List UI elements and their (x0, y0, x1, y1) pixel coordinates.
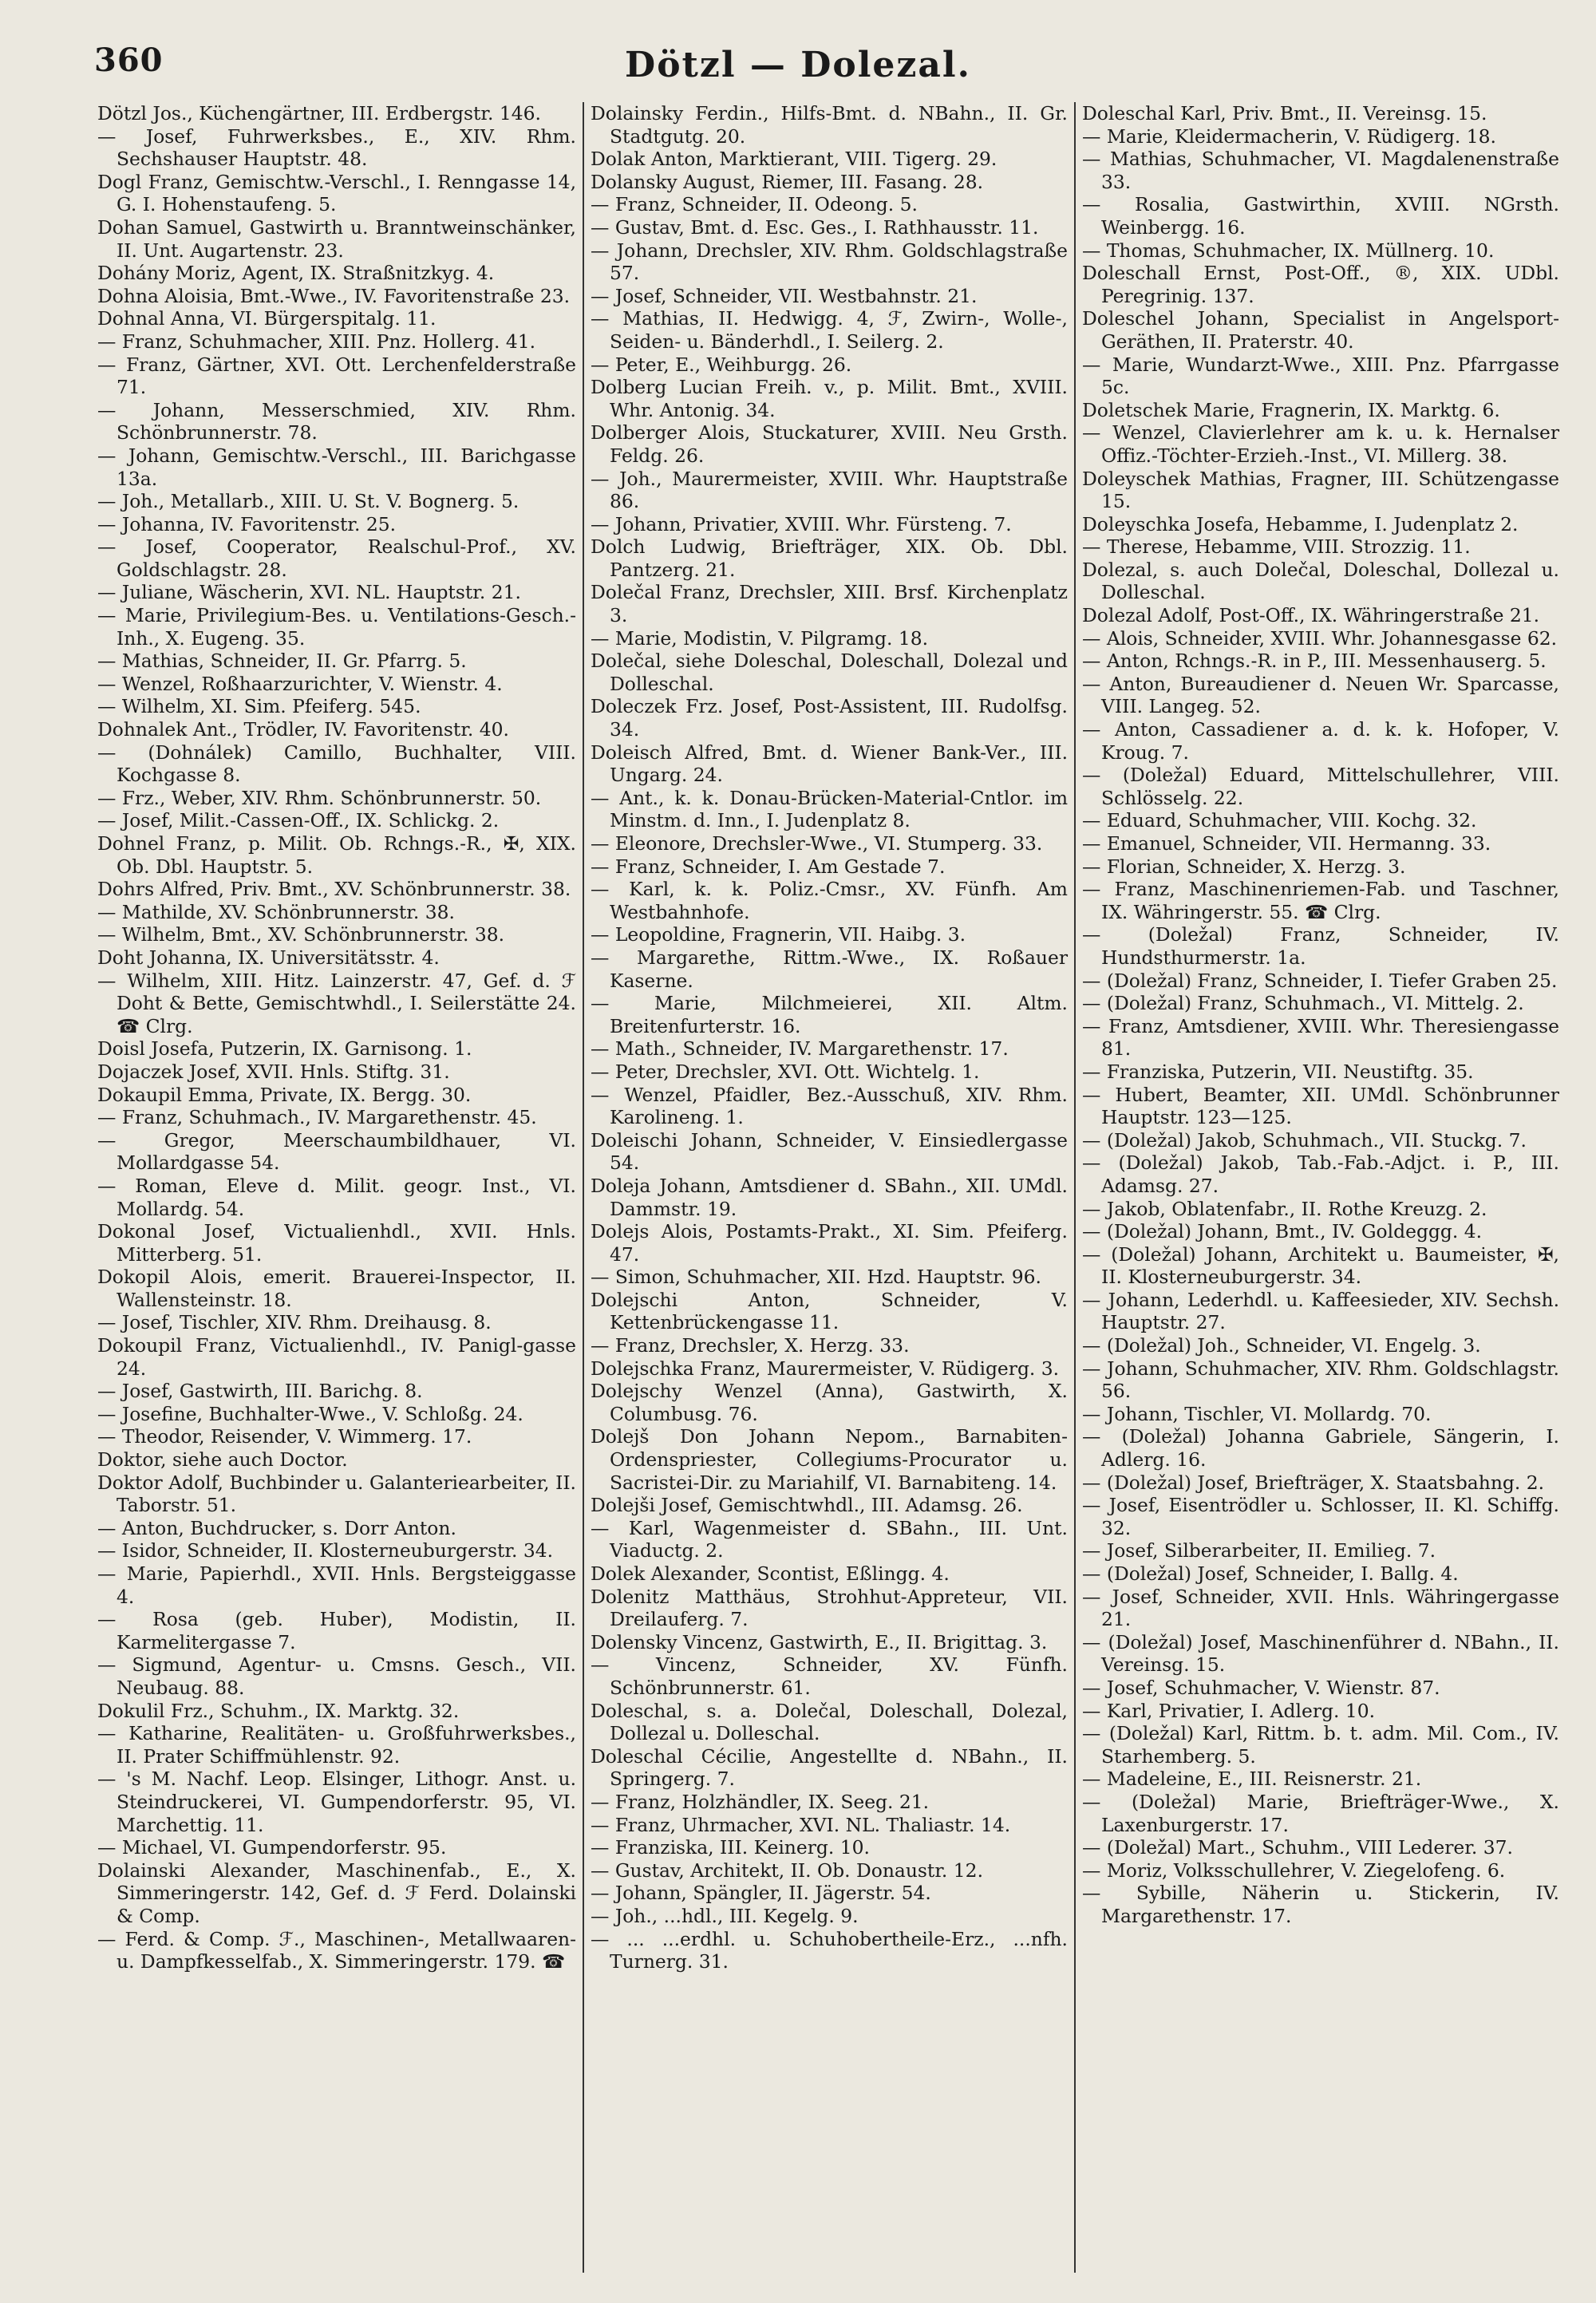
page-number: 360 (94, 41, 164, 79)
directory-entry: Doktor Adolf, Buchbinder u. Galanteriearbeiter, II. Taborstr. 51. (97, 1471, 576, 1517)
directory-entry: — Hubert, Beamter, XII. UMdl. Schönbrunner Hauptstr. 123—125. (1082, 1083, 1559, 1129)
directory-entry: — Katharine, Realitäten- u. Großfuhrwerksbes., II. Prater Schiffmühlenstr. 92. (97, 1722, 576, 1768)
directory-entry: — Isidor, Schneider, II. Klosterneuburgerstr. 34. (97, 1539, 554, 1562)
directory-entry: Dohrs Alfred, Priv. Bmt., XV. Schönbrunnerstr. 38. (97, 878, 571, 901)
directory-entry: Doleyschka Josefa, Hebamme, I. Judenplatz 2. (1082, 512, 1519, 535)
directory-entry: Dolezal, s. auch Dolečal, Doleschal, Dollezal u. Dolleschal. (1082, 558, 1559, 604)
directory-entry: — Franz, Amtsdiener, XVIII. Whr. Theresiengasse 81. (1082, 1014, 1559, 1061)
directory-entry: Dolejš Don Johann Nepom., Barnabiten-Ordenspriester, Collegiums-Procurator u. Sacristei-Dir. zu Mariahilf, VI. Barnabiteng. 14. (591, 1425, 1068, 1494)
directory-entry: Doht Johanna, IX. Universitätsstr. 4. (97, 946, 440, 969)
directory-entry: — (Doležal) Josef, Briefträger, X. Staatsbahng. 2. (1082, 1471, 1545, 1494)
directory-entry: Dokopil Alois, emerit. Brauerei-Inspector, II. Wallensteinstr. 18. (97, 1266, 576, 1311)
directory-column-3 (1074, 102, 1566, 2273)
directory-entry: — Johann, Spängler, II. Jägerstr. 54. (591, 1882, 931, 1905)
directory-entry: Dolainsky Ferdin., Hilfs-Bmt. d. NBahn., II. Gr. Stadtgutg. 20. (591, 102, 1068, 148)
directory-entry: — Marie, Privilegium-Bes. u. Ventilations-Gesch.-Inh., X. Eugeng. 35. (97, 604, 576, 650)
directory-entry: — Wilhelm, XI. Sim. Pfeiferg. 545. (97, 695, 421, 718)
directory-entry: — 's M. Nachf. Leop. Elsinger, Lithogr. Anst. u. Steindruckerei, VI. Gumpendorferstr. 95, VI. Marchettig. 11. (97, 1768, 576, 1836)
directory-entry: — Florian, Schneider, X. Herzg. 3. (1082, 855, 1406, 878)
directory-entry: Dolejs Alois, Postamts-Prakt., XI. Sim. Pfeiferg. 47. (591, 1220, 1068, 1266)
directory-entry: Dolansky August, Riemer, III. Fasang. 28. (591, 170, 984, 193)
directory-entry: — (Doležal) Johann, Bmt., IV. Goldeggg. 4. (1082, 1220, 1483, 1243)
directory-columns (91, 102, 1566, 2273)
directory-entry: — (Doležal) Franz, Schneider, IV. Hundsthurmerstr. 1a. (1082, 923, 1559, 969)
directory-entry: Doleja Johann, Amtsdiener d. SBahn., XII. UMdl. Dammstr. 19. (591, 1174, 1068, 1220)
directory-entry: Dolberger Alois, Stuckaturer, XVIII. Neu Grsth. Feldg. 26. (591, 421, 1068, 467)
directory-entry: — Sybille, Näherin u. Stickerin, IV. Margarethenstr. 17. (1082, 1882, 1559, 1927)
directory-entry: Doleisch Alfred, Bmt. d. Wiener Bank-Ver., III. Ungarg. 24. (591, 741, 1068, 787)
directory-entry: — Mathias, Schuhmacher, VI. Magdalenenstraße 33. (1082, 148, 1559, 193)
directory-entry: Dolainski Alexander, Maschinenfab., E., X. Simmeringerstr. 142, Gef. d. ℱ Ferd. Dolainski & Comp. (97, 1859, 576, 1927)
directory-entry: — Franz, Drechsler, X. Herzg. 33. (591, 1334, 910, 1357)
directory-entry: — Theodor, Reisender, V. Wimmerg. 17. (97, 1425, 472, 1448)
directory-entry: Doletschek Marie, Fragnerin, IX. Marktg. 6. (1082, 398, 1500, 421)
directory-entry: — Karl, k. k. Poliz.-Cmsr., XV. Fünfh. Am Westbahnhofe. (591, 878, 1068, 923)
directory-entry: — (Doležal) Eduard, Mittelschullehrer, VIII. Schlösselg. 22. (1082, 764, 1559, 809)
directory-entry: — Wilhelm, Bmt., XV. Schönbrunnerstr. 38. (97, 923, 505, 946)
directory-entry: Doleschal Karl, Priv. Bmt., II. Vereinsg. 15. (1082, 102, 1487, 124)
directory-entry: — Franz, Uhrmacher, XVI. NL. Thaliastr. 14. (591, 1813, 1011, 1836)
directory-entry: Dolek Alexander, Scontist, Eßlingg. 4. (591, 1562, 950, 1585)
directory-entry: — Eduard, Schuhmacher, VIII. Kochg. 32. (1082, 809, 1477, 832)
directory-entry: — Therese, Hebamme, VIII. Strozzig. 11. (1082, 535, 1471, 559)
directory-entry: — Franziska, III. Keinerg. 10. (591, 1836, 870, 1859)
directory-entry: Dolensky Vincenz, Gastwirth, E., II. Brigittag. 3. (591, 1630, 1048, 1653)
directory-entry: — Vincenz, Schneider, XV. Fünfh. Schönbrunnerstr. 61. (591, 1653, 1068, 1699)
directory-entry: — Marie, Papierhdl., XVII. Hnls. Bergsteiggasse 4. (97, 1562, 576, 1608)
directory-entry: Dokoupil Franz, Victualienhdl., IV. Panigl-gasse 24. (97, 1334, 576, 1380)
directory-entry: — Wenzel, Pfaidler, Bez.-Ausschuß, XIV. Rhm. Karolineng. 1. (591, 1083, 1068, 1129)
directory-entry: — Franz, Holzhändler, IX. Seeg. 21. (591, 1790, 930, 1813)
directory-entry: — Joh., Maurermeister, XVIII. Whr. Hauptstraße 86. (591, 467, 1068, 513)
directory-entry: Dogl Franz, Gemischtw.-Verschl., I. Renngasse 14, G. I. Hohenstaufeng. 5. (97, 170, 576, 216)
directory-entry: — Michael, VI. Gumpendorferstr. 95. (97, 1836, 447, 1859)
directory-entry: — Mathilde, XV. Schönbrunnerstr. 38. (97, 900, 455, 923)
directory-entry: — Josef, Silberarbeiter, II. Emilieg. 7. (1082, 1539, 1436, 1562)
directory-entry: — Juliane, Wäscherin, XVI. NL. Hauptstr. 21. (97, 581, 521, 604)
directory-entry: Dolejschy Wenzel (Anna), Gastwirth, X. Columbusg. 76. (591, 1380, 1068, 1425)
directory-entry: — Wilhelm, XIII. Hitz. Lainzerstr. 47, Gef. d. ℱ Doht & Bette, Gemischtwhdl., I. Seilerstätte 24. ☎ Clrg. (97, 969, 576, 1037)
directory-entry: — Margarethe, Rittm.-Wwe., IX. Roßauer Kaserne. (591, 946, 1068, 992)
directory-entry: — Marie, Kleidermacherin, V. Rüdigerg. 18. (1082, 124, 1496, 148)
directory-entry: — ... ...erdhl. u. Schuhobertheile-Erz., ...nfh. Turnerg. 31. (591, 1927, 1068, 1973)
directory-entry: — Josef, Tischler, XIV. Rhm. Dreihausg. 8. (97, 1311, 492, 1334)
directory-entry: — Anton, Cassadiener a. d. k. k. Hofoper, V. Kroug. 7. (1082, 718, 1559, 764)
directory-entry: — Karl, Wagenmeister d. SBahn., III. Unt. Viaductg. 2. (591, 1516, 1068, 1562)
directory-entry: — (Doležal) Mart., Schuhm., VIII Lederer. 37. (1082, 1836, 1513, 1859)
directory-entry: — Frz., Weber, XIV. Rhm. Schönbrunnerstr. 50. (97, 786, 542, 809)
directory-entry: — Madeleine, E., III. Reisnerstr. 21. (1082, 1768, 1422, 1791)
directory-entry: — Wenzel, Clavierlehrer am k. u. k. Hernalser Offiz.-Töchter-Erzieh.-Inst., VI. Millerg. 38. (1082, 421, 1559, 467)
directory-entry: Dolejschka Franz, Maurermeister, V. Rüdigerg. 3. (591, 1357, 1060, 1380)
directory-entry: — Roman, Eleve d. Milit. geogr. Inst., VI. Mollardg. 54. (97, 1174, 576, 1220)
directory-entry: — Johann, Drechsler, XIV. Rhm. Goldschlagstraße 57. (591, 239, 1068, 285)
directory-entry: — Johann, Lederhdl. u. Kaffeesieder, XIV. Sechsh. Hauptstr. 27. (1082, 1288, 1559, 1334)
directory-entry: — Gustav, Bmt. d. Esc. Ges., I. Rathhausstr. 11. (591, 215, 1039, 239)
directory-entry: — (Doležal) Johann, Architekt u. Baumeister, ✠, II. Klosterneuburgerstr. 34. (1082, 1242, 1559, 1289)
directory-entry: Doleschel Johann, Specialist in Angelsport-Geräthen, II. Praterstr. 40. (1082, 307, 1559, 353)
directory-entry: — Franz, Schuhmach., IV. Margarethenstr. 45. (97, 1106, 537, 1129)
directory-entry: — Mathias, Schneider, II. Gr. Pfarrg. 5. (97, 650, 467, 673)
directory-entry: Dojaczek Josef, XVII. Hnls. Stiftg. 31. (97, 1060, 450, 1083)
directory-entry: — Josef, Gastwirth, III. Barichg. 8. (97, 1380, 423, 1403)
directory-entry: Dohan Samuel, Gastwirth u. Branntweinschänker, II. Unt. Augartenstr. 23. (97, 215, 576, 262)
directory-entry: — Peter, Drechsler, XVI. Ott. Wichtelg. 1. (591, 1060, 980, 1083)
directory-entry: — (Doležal) Marie, Briefträger-Wwe., X. Laxenburgerstr. 17. (1082, 1790, 1559, 1836)
directory-entry: — Eleonore, Drechsler-Wwe., VI. Stumperg. 33. (591, 832, 1043, 855)
directory-entry: — Franz, Maschinenriemen-Fab. und Taschner, IX. Währingerstr. 55. ☎ Clrg. (1082, 878, 1559, 923)
directory-entry: — Anton, Buchdrucker, s. Dorr Anton. (97, 1516, 456, 1539)
directory-entry: Dokaupil Emma, Private, IX. Bergg. 30. (97, 1083, 472, 1106)
directory-entry: Dolenitz Matthäus, Strohhut-Appreteur, VII. Dreilauferg. 7. (591, 1585, 1068, 1631)
directory-entry: — Jakob, Oblatenfabr., II. Rothe Kreuzg. 2. (1082, 1197, 1487, 1220)
directory-entry: Dötzl Jos., Küchengärtner, III. Erdbergstr. 146. (97, 102, 541, 124)
directory-entry: — Johann, Tischler, VI. Mollardg. 70. (1082, 1402, 1432, 1425)
directory-entry: — Marie, Wundarzt-Wwe., XIII. Pnz. Pfarrgasse 5c. (1082, 353, 1559, 399)
directory-entry: — Johanna, IV. Favoritenstr. 25. (97, 512, 397, 535)
directory-entry: — Mathias, II. Hedwigg. 4, ℱ, Zwirn-, Wolle-, Seiden- u. Bänderhdl., I. Seilerg. 2. (591, 307, 1068, 353)
directory-entry: — Josef, Eisentrödler u. Schlosser, II. Kl. Schiffg. 32. (1082, 1494, 1559, 1539)
directory-entry: — Johann, Gemischtw.-Verschl., III. Barichgasse 13a. (97, 444, 576, 490)
directory-entry: — Joh., Metallarb., XIII. U. St. V. Bognerg. 5. (97, 490, 519, 513)
directory-entry: Dolak Anton, Marktierant, VIII. Tigerg. 29. (591, 148, 998, 171)
directory-entry: Doleischi Johann, Schneider, V. Einsiedlergasse 54. (591, 1128, 1068, 1175)
directory-entry: — Josef, Schuhmacher, V. Wienstr. 87. (1082, 1676, 1440, 1699)
directory-column-1 (91, 102, 583, 2273)
directory-entry: — Emanuel, Schneider, VII. Hermanng. 33. (1082, 832, 1491, 855)
directory-entry: — Peter, E., Weihburgg. 26. (591, 353, 852, 376)
directory-entry: — (Doležal) Jakob, Tab.-Fab.-Adjct. i. P., III. Adamsg. 27. (1082, 1152, 1559, 1197)
directory-entry: — Marie, Milchmeierei, XII. Altm. Breitenfurterstr. 16. (591, 992, 1068, 1037)
directory-entry: — (Doležal) Franz, Schuhmach., VI. Mittelg. 2. (1082, 992, 1524, 1015)
directory-entry: — Ferd. & Comp. ℱ., Maschinen-, Metallwaaren- u. Dampfkesselfab., X. Simmeringerstr. 179. ☎ (97, 1927, 576, 1973)
directory-entry: Dolch Ludwig, Briefträger, XIX. Ob. Dbl. Pantzerg. 21. (591, 535, 1068, 581)
directory-entry: — Marie, Modistin, V. Pilgramg. 18. (591, 626, 929, 650)
directory-entry: — Josef, Milit.-Cassen-Off., IX. Schlickg. 2. (97, 809, 500, 832)
directory-entry: — (Doležal) Josef, Schneider, I. Ballg. 4. (1082, 1562, 1459, 1585)
directory-entry: — Ant., k. k. Donau-Brücken-Material-Cntlor. im Minstm. d. Inn., I. Judenplatz 8. (591, 786, 1068, 832)
directory-entry: — (Doležal) Franz, Schneider, I. Tiefer Graben 25. (1082, 969, 1558, 992)
directory-entry: — Josefine, Buchhalter-Wwe., V. Schloßg. 24. (97, 1402, 523, 1425)
directory-entry: — (Dohnálek) Camillo, Buchhalter, VIII. Kochgasse 8. (97, 741, 576, 787)
directory-entry: — Franz, Schuhmacher, XIII. Pnz. Hollerg. 41. (97, 330, 536, 353)
directory-entry: — Gregor, Meerschaumbildhauer, VI. Mollardgasse 54. (97, 1128, 576, 1175)
directory-entry: Dohnalek Ant., Trödler, IV. Favoritenstr. 40. (97, 718, 509, 741)
directory-entry: — Johann, Messerschmied, XIV. Rhm. Schönbrunnerstr. 78. (97, 398, 576, 444)
directory-entry: Dohnal Anna, VI. Bürgerspitalg. 11. (97, 307, 437, 330)
directory-column-2 (583, 102, 1074, 2273)
directory-entry: — Franz, Schneider, II. Odeong. 5. (591, 193, 918, 216)
directory-entry: — Moriz, Volksschullehrer, V. Ziegelofeng. 6. (1082, 1859, 1506, 1882)
directory-entry: — Franz, Schneider, I. Am Gestade 7. (591, 855, 946, 878)
directory-entry: — (Doležal) Karl, Rittm. b. t. adm. Mil. Com., IV. Starhemberg. 5. (1082, 1722, 1559, 1768)
directory-entry: — Leopoldine, Fragnerin, VII. Haibg. 3. (591, 923, 966, 946)
directory-entry: — Alois, Schneider, XVIII. Whr. Johannesgasse 62. (1082, 626, 1558, 650)
directory-entry: Dohány Moriz, Agent, IX. Straßnitzkyg. 4. (97, 262, 495, 285)
running-head: Dötzl — Dolezal. (625, 45, 971, 85)
directory-entry: — (Doležal) Jakob, Schuhmach., VII. Stuckg. 7. (1082, 1128, 1527, 1152)
directory-entry: — (Doležal) Johanna Gabriele, Sängerin, I. Adlerg. 16. (1082, 1425, 1559, 1471)
directory-entry: Dolečal Franz, Drechsler, XIII. Brsf. Kirchenplatz 3. (591, 581, 1068, 627)
directory-entry: Dolejschi Anton, Schneider, V. Kettenbrückengasse 11. (591, 1288, 1068, 1334)
directory-entry: — Sigmund, Agentur- u. Cmsns. Gesch., VII. Neubaug. 88. (97, 1653, 576, 1699)
directory-entry: — Thomas, Schuhmacher, IX. Müllnerg. 10. (1082, 239, 1495, 262)
directory-entry: — Josef, Schneider, XVII. Hnls. Währingergasse 21. (1082, 1585, 1559, 1631)
directory-entry: Doktor, siehe auch Doctor. (97, 1448, 348, 1471)
directory-entry: — Gustav, Architekt, II. Ob. Donaustr. 12. (591, 1859, 984, 1882)
directory-entry: Dohna Aloisia, Bmt.-Wwe., IV. Favoritenstraße 23. (97, 284, 571, 307)
directory-entry: — Joh., ...hdl., III. Kegelg. 9. (591, 1904, 859, 1927)
directory-entry: Dolečal, siehe Doleschal, Doleschall, Dolezal und Dolleschal. (591, 650, 1068, 695)
directory-entry: — Anton, Rchngs.-R. in P., III. Messenhauserg. 5. (1082, 650, 1547, 673)
directory-entry: Doleschal, s. a. Dolečal, Doleschall, Dolezal, Dollezal u. Dolleschal. (591, 1699, 1068, 1745)
directory-entry: — Wenzel, Roßhaarzurichter, V. Wienstr. 4. (97, 672, 503, 695)
directory-entry: — Franz, Gärtner, XVI. Ott. Lerchenfelderstraße 71. (97, 353, 576, 399)
directory-entry: — (Doležal) Joh., Schneider, VI. Engelg. 3. (1082, 1334, 1481, 1357)
directory-entry: — Johann, Privatier, XVIII. Whr. Fürsteng. 7. (591, 512, 1012, 535)
directory-entry: Doisl Josefa, Putzerin, IX. Garnisong. 1. (97, 1037, 472, 1061)
directory-entry: — Math., Schneider, IV. Margarethenstr. 17. (591, 1037, 1009, 1061)
directory-entry: — Josef, Schneider, VII. Westbahnstr. 21. (591, 284, 978, 307)
directory-entry: Doleschal Cécilie, Angestellte d. NBahn., II. Springerg. 7. (591, 1744, 1068, 1791)
directory-entry: Dokonal Josef, Victualienhdl., XVII. Hnls. Mitterberg. 51. (97, 1220, 576, 1266)
directory-entry: — Simon, Schuhmacher, XII. Hzd. Hauptstr. 96. (591, 1266, 1041, 1289)
directory-entry: Dolejši Josef, Gemischtwhdl., III. Adamsg. 26. (591, 1494, 1023, 1517)
directory-entry: Dokulil Frz., Schuhm., IX. Marktg. 32. (97, 1699, 460, 1722)
directory-entry: — Anton, Bureaudiener d. Neuen Wr. Sparcasse, VIII. Langeg. 52. (1082, 672, 1559, 718)
directory-entry: Doleschall Ernst, Post-Off., ®, XIX. UDbl. Peregrinig. 137. (1082, 262, 1559, 307)
directory-entry: Dohnel Franz, p. Milit. Ob. Rchngs.-R., ✠, XIX. Ob. Dbl. Hauptstr. 5. (97, 832, 576, 878)
directory-entry: Dolezal Adolf, Post-Off., IX. Währingerstraße 21. (1082, 604, 1540, 627)
directory-entry: — Franziska, Putzerin, VII. Neustiftg. 35. (1082, 1060, 1474, 1083)
directory-entry: — Johann, Schuhmacher, XIV. Rhm. Goldschlagstr. 56. (1082, 1357, 1559, 1403)
directory-entry: Doleczek Frz. Josef, Post-Assistent, III. Rudolfsg. 34. (591, 695, 1068, 741)
directory-entry: — Rosalia, Gastwirthin, XVIII. NGrsth. Weinbergg. 16. (1082, 193, 1559, 239)
directory-entry: — Karl, Privatier, I. Adlerg. 10. (1082, 1699, 1376, 1722)
directory-entry: Doleyschek Mathias, Fragner, III. Schützengasse 15. (1082, 467, 1559, 513)
directory-entry: — Josef, Cooperator, Realschul-Prof., XV. Goldschlagstr. 28. (97, 535, 576, 581)
directory-entry: — (Doležal) Josef, Maschinenführer d. NBahn., II. Vereinsg. 15. (1082, 1630, 1559, 1677)
directory-entry: — Rosa (geb. Huber), Modistin, II. Karmelitergasse 7. (97, 1608, 576, 1653)
directory-entry: Dolberg Lucian Freih. v., p. Milit. Bmt., XVIII. Whr. Antonig. 34. (591, 376, 1068, 421)
directory-entry: — Josef, Fuhrwerksbes., E., XIV. Rhm. Sechshauser Hauptstr. 48. (97, 124, 576, 171)
